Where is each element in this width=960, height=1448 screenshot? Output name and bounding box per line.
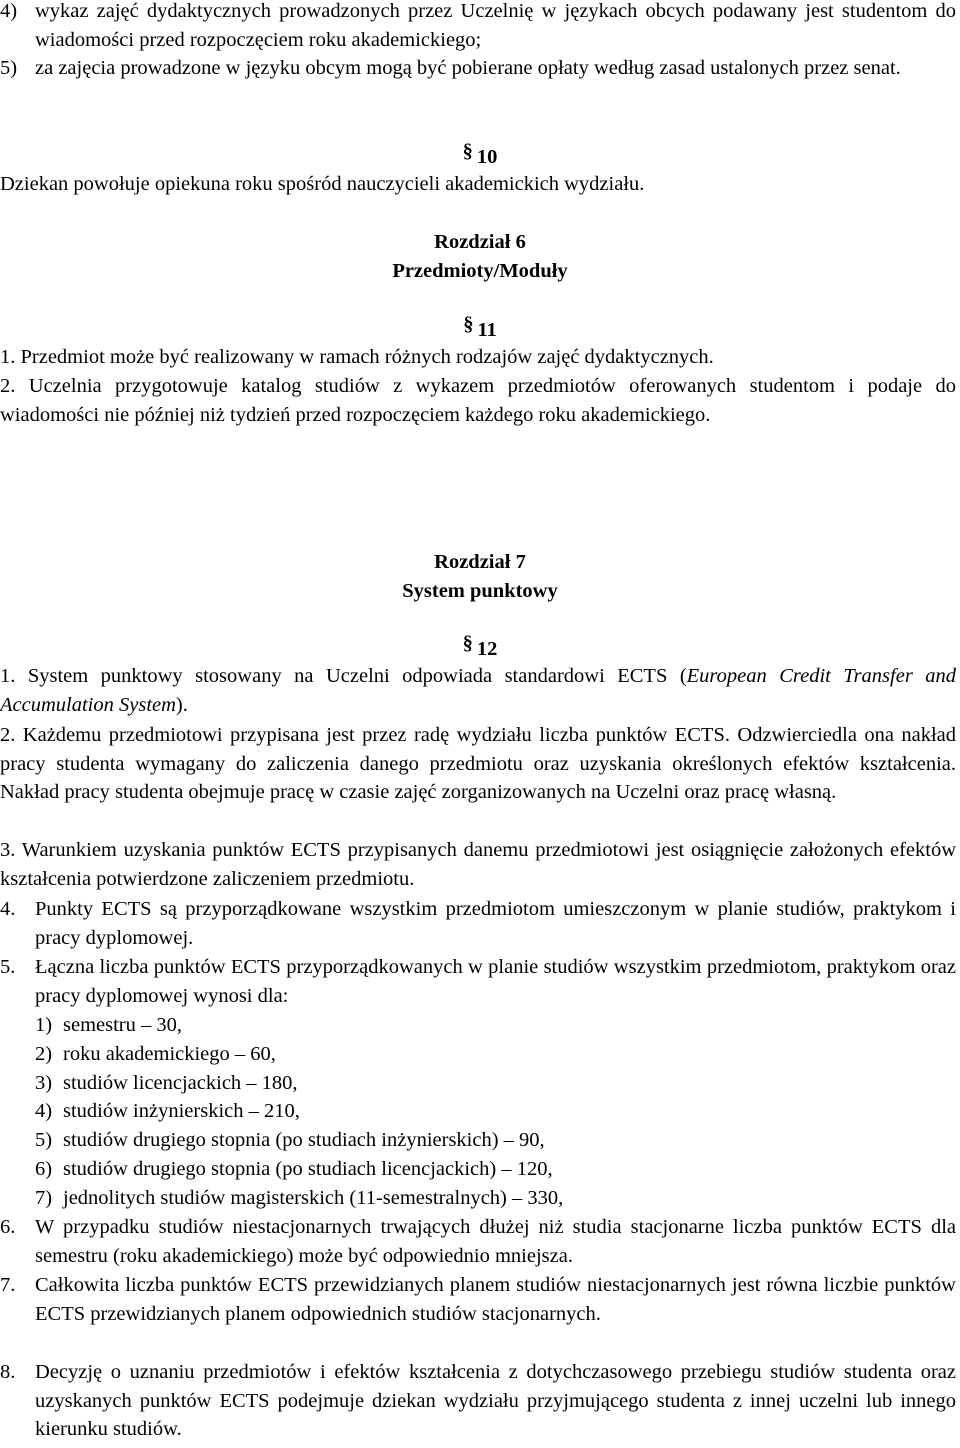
paragraph-text: Decyzję o uznaniu przedmiotów i efektów kształcenia z dotychczasowego przebiegu studiów studenta oraz uzyskanych punktów ECTS podejmuje dziekan wydziału przyjmującego studenta z innej uczelni lub innego kierunku studiów. [35,1361,956,1441]
sub-list-item [35,1155,553,1184]
numbered-paragraph [0,953,956,1010]
paragraph-text: Warunkiem uzyskania punktów ECTS przypisanych danemu przedmiotowi jest osiągnięcie założonych efektów kształcenia potwierdzone zaliczeniem przedmiotu. [0,839,956,890]
sub-list-text: studiów drugiego stopnia (po studiach licencjackich) – 120, [63,1158,553,1180]
numbered-paragraph [0,1358,956,1444]
sub-list-text: jednolitych studiów magisterskich (11-semestralnych) – 330, [63,1187,564,1209]
paragraph-text: Uczelnia przygotowuje katalog studiów z wykazem przedmiotów oferowanych studentom i podaje do wiadomości nie później niż tydzień przed rozpoczęciem każdego roku akademickiego. [0,375,956,426]
chapter-subtitle: Przedmioty/Moduły [392,260,568,282]
paragraph-symbol: § [462,140,473,162]
paragraph-text: Każdemu przedmiotowi przypisana jest przez radę wydziału liczba punktów ECTS. Odzwierciedla ona nakład pracy studenta wymagany do zaliczenia danego przedmiotu oraz uzyskania określonych efektów kształcenia. Nakład pracy studenta obejmuje pracę w czasie zajęć zorganizowanych na Uczelni oraz pracę własną. [0,724,956,804]
paragraph-number: 8. [0,1361,16,1383]
paragraph-symbol: § [463,313,474,335]
paragraph-symbol: § [462,632,473,654]
paragraph-italic-text: European Credit Transfer and Accumulation System [0,665,957,716]
section-heading-11 [0,313,960,345]
paragraph-number: 7. [0,1274,16,1296]
sub-list-number: 4) [35,1100,53,1122]
sub-list-item [35,1040,276,1069]
sub-list-item [35,1126,545,1155]
numbered-paragraph [0,836,956,893]
paragraph-number: 1. [0,346,16,368]
section-number: 10 [476,146,498,168]
sub-list-number: 1) [35,1014,53,1036]
section-heading-12 [0,632,960,664]
sub-list-text: studiów licencjackich – 180, [63,1072,298,1094]
list-item [0,0,956,54]
chapter-title: Rozdział 6 [434,231,526,253]
paragraph-number: 3. [0,839,16,861]
paragraph-number: 2. [0,375,16,397]
paragraph-number: 2. [0,724,16,746]
sub-list-number: 5) [35,1129,53,1151]
sub-list-text: studiów drugiego stopnia (po studiach inżynierskich) – 90, [63,1129,545,1151]
sub-list-number: 6) [35,1158,53,1180]
numbered-paragraph [0,1271,956,1328]
numbered-paragraph [0,721,956,807]
list-item-number: 5) [0,57,18,79]
sub-list-item [35,1097,300,1126]
paragraph-text: W przypadku studiów niestacjonarnych trwających dłużej niż studia stacjonarne liczba punktów ECTS dla semestru (roku akademickiego) może być odpowiednio mniejsza. [35,1216,956,1267]
list-item-number: 4) [0,0,18,22]
section-number: 12 [476,638,498,660]
chapter-title: Rozdział 7 [434,551,526,573]
numbered-paragraph [0,372,956,429]
paragraph-text: Dziekan powołuje opiekuna roku spośród nauczycieli akademickich wydziału. [0,173,645,195]
sub-list-text: roku akademickiego – 60, [63,1043,276,1065]
sub-list-number: 2) [35,1043,53,1065]
list-item [0,54,956,83]
section-heading-10 [0,140,960,172]
sub-list-item [35,1069,298,1098]
sub-list-item [35,1184,563,1213]
paragraph-number: 5. [0,956,16,978]
chapter-subtitle: System punktowy [402,580,558,602]
section-number: 11 [477,319,497,341]
list-item-text: wykaz zajęć dydaktycznych prowadzonych przez Uczelnię w językach obcych podawany jest studentom do wiadomości przed rozpoczęciem roku akademickiego; [35,0,956,51]
numbered-paragraph [0,662,956,719]
sub-list-number: 7) [35,1187,53,1209]
paragraph-text: Przedmiot może być realizowany w ramach różnych rodzajów zajęć dydaktycznych. [20,346,714,368]
sub-list-text: studiów inżynierskich – 210, [63,1100,300,1122]
paragraph-text: Całkowita liczba punktów ECTS przewidzianych planem studiów niestacjonarnych jest równa liczbie punktów ECTS przewidzianych planem odpowiednich studiów stacjonarnych. [35,1274,956,1325]
paragraph-number: 4. [0,898,16,920]
paragraph-text: Punkty ECTS są przyporządkowane wszystkim przedmiotom umieszczonym w planie studiów, praktykom i pracy dyplomowej. [35,898,956,949]
paragraph-text: Łączna liczba punktów ECTS przyporządkowanych w planie studiów wszystkim przedmiotom, praktykom oraz pracy dyplomowej wynosi dla: [35,956,956,1007]
paragraph-text: System punktowy stosowany na Uczelni odpowiada standardowi ECTS ( [27,665,687,687]
sub-list-text: semestru – 30, [63,1014,182,1036]
sub-list-number: 3) [35,1072,53,1094]
sub-list-item [35,1011,182,1040]
paragraph-text-end: ). [175,693,188,716]
numbered-paragraph [0,343,956,372]
paragraph-number: 6. [0,1216,16,1238]
paragraph-number: 1. [0,665,16,687]
list-item-text: za zajęcia prowadzone w języku obcym mogą być pobierane opłaty według zasad ustalonych przez senat. [35,57,901,79]
numbered-paragraph [0,895,956,952]
numbered-paragraph [0,1213,956,1270]
